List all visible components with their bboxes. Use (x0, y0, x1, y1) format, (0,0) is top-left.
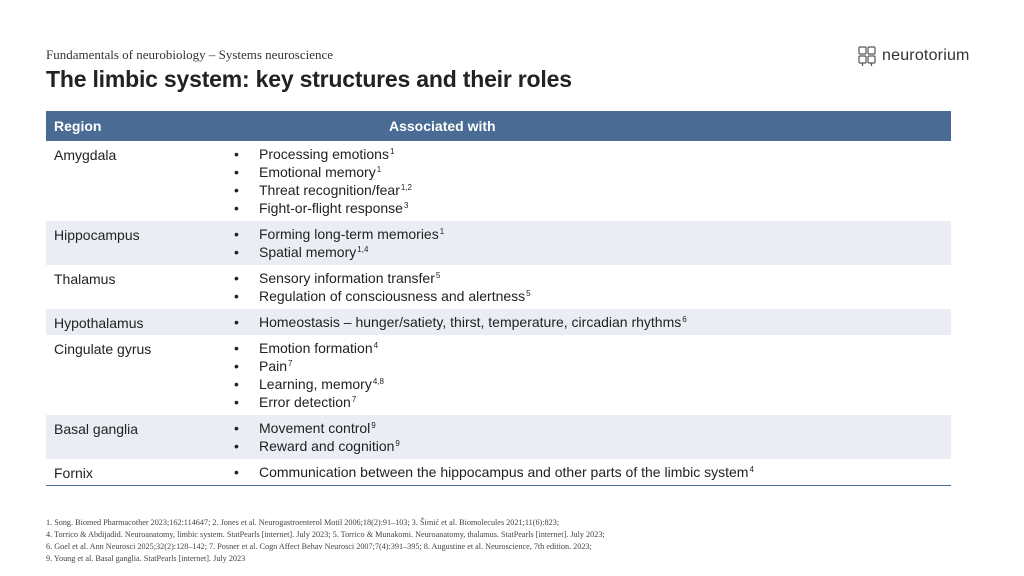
citation-superscript: 5 (435, 271, 441, 280)
references (46, 517, 605, 565)
associated-cell (218, 459, 951, 486)
col-header-region: Region (46, 111, 218, 141)
citation-superscript: 5 (526, 289, 531, 298)
list-item (234, 163, 943, 181)
bullet-icon: • (234, 420, 239, 436)
bullet-icon: • (234, 464, 239, 480)
table-row (46, 265, 951, 309)
region-cell: Hypothalamus (46, 309, 218, 335)
bullet-icon: • (234, 394, 239, 410)
citation-superscript: 4 (749, 465, 754, 474)
citation-superscript: 9 (395, 439, 400, 448)
function-list (226, 463, 943, 481)
list-item (234, 393, 943, 411)
function-list (226, 419, 943, 455)
list-item (234, 269, 943, 287)
bullet-icon: • (234, 314, 239, 330)
citation-superscript: 1,4 (357, 245, 369, 254)
reference-line: 1. Song. Biomed Pharmacother 2023;162:114647; 2. Jones et al. Neurogastroenterol Motil 2006;18(2):91–103; 3. Šimić et al. Biomolecules 2021;11(6):823; (46, 518, 560, 527)
function-text: Learning, memory (259, 376, 372, 392)
function-text: Communication between the hippocampus and other parts of the limbic system (259, 464, 749, 480)
list-item (234, 375, 943, 393)
slide-subtitle: Fundamentals of neurobiology – Systems neuroscience (46, 47, 334, 62)
function-text: Spatial memory (259, 244, 357, 260)
list-item (234, 243, 943, 261)
logo-text: neurotorium (882, 47, 970, 64)
table-row (46, 335, 951, 415)
table-row (46, 221, 951, 265)
bullet-icon: • (234, 200, 239, 216)
citation-superscript: 9 (371, 421, 376, 430)
neurotorium-logo (857, 44, 970, 68)
associated-cell (218, 265, 951, 309)
associated-cell (218, 221, 951, 265)
associated-cell (218, 309, 951, 335)
list-item (234, 339, 943, 357)
list-item (234, 225, 943, 243)
citation-superscript: 1 (376, 165, 382, 174)
col-header-associated: Associated with (218, 111, 951, 141)
table-header-row (46, 111, 951, 141)
citation-superscript: 6 (682, 315, 687, 324)
brain-logo-icon (857, 44, 877, 68)
function-text: Sensory information transfer (259, 270, 435, 286)
function-text: Emotion formation (259, 340, 373, 356)
function-text: Threat recognition/fear (259, 182, 400, 198)
citation-superscript: 7 (288, 359, 293, 368)
bullet-icon: • (234, 182, 239, 198)
list-item (234, 145, 943, 163)
bullet-icon: • (234, 146, 239, 162)
list-item (234, 437, 943, 455)
function-text: Pain (259, 358, 288, 374)
associated-cell (218, 335, 951, 415)
function-list (226, 313, 943, 331)
function-text: Forming long-term memories (259, 226, 439, 242)
bullet-icon: • (234, 244, 239, 260)
list-item (234, 463, 943, 481)
reference-line: 4. Torrico & Abdijadid. Neuroanatomy, limbic system. StatPearls [internet]. July 2023; 5. Torrico & Munakomi. Neuroanatomy, thalamus. StatPearls [internet]. July 2023; (46, 530, 605, 539)
region-cell: Amygdala (54, 147, 117, 163)
region-cell: Thalamus (54, 271, 116, 287)
reference-line: 6. Goel et al. Ann Neurosci 2025;32(2):128–142; 7. Posner et al. Cogn Affect Behav Neurosci 2007;7(4):391–395; 8. Augustine et al. Neuroscience, 7th edition. 2023; (46, 542, 592, 551)
bullet-icon: • (234, 164, 239, 180)
function-list (226, 145, 943, 217)
citation-superscript: 4,8 (372, 377, 384, 386)
citation-superscript: 4 (373, 341, 379, 350)
slide-title: The limbic system: key structures and their roles (46, 66, 572, 92)
bullet-icon: • (234, 226, 239, 242)
table-row (46, 309, 951, 335)
function-list (226, 225, 943, 261)
bullet-icon: • (234, 340, 239, 356)
bullet-icon: • (234, 270, 239, 286)
function-text: Processing emotions (259, 146, 389, 162)
list-item (234, 419, 943, 437)
list-item (234, 357, 943, 375)
function-text: Emotional memory (259, 164, 376, 180)
table-row (46, 141, 951, 221)
function-text: Movement control (259, 420, 371, 436)
list-item (234, 181, 943, 199)
function-text: Regulation of consciousness and alertness (259, 288, 526, 304)
region-cell: Hippocampus (46, 221, 218, 265)
function-list (226, 339, 943, 411)
list-item (234, 287, 943, 305)
function-text: Error detection (259, 394, 351, 410)
bullet-icon: • (234, 376, 239, 392)
table-body (46, 141, 951, 486)
citation-superscript: 1 (389, 147, 395, 156)
bullet-icon: • (234, 288, 239, 304)
citation-superscript: 3 (403, 201, 409, 210)
table-row (46, 415, 951, 459)
region-cell: Cingulate gyrus (54, 341, 152, 357)
citation-superscript: 1 (439, 227, 445, 236)
table-row (46, 459, 951, 486)
function-text: Fight-or-flight response (259, 200, 403, 216)
bullet-icon: • (234, 438, 239, 454)
associated-cell (218, 141, 951, 221)
citation-superscript: 1,2 (400, 183, 412, 192)
list-item (234, 313, 943, 331)
reference-line: 9. Young et al. Basal ganglia. StatPearls [internet]. July 2023 (46, 554, 246, 563)
function-list (226, 269, 943, 305)
list-item (234, 199, 943, 217)
region-cell: Fornix (46, 459, 218, 486)
region-cell: Basal ganglia (46, 415, 218, 459)
limbic-structures-table (46, 111, 951, 486)
associated-cell (218, 415, 951, 459)
citation-superscript: 7 (351, 395, 357, 404)
function-text: Homeostasis – hunger/satiety, thirst, temperature, circadian rhythms (259, 314, 682, 330)
bullet-icon: • (234, 358, 239, 374)
function-text: Reward and cognition (259, 438, 395, 454)
